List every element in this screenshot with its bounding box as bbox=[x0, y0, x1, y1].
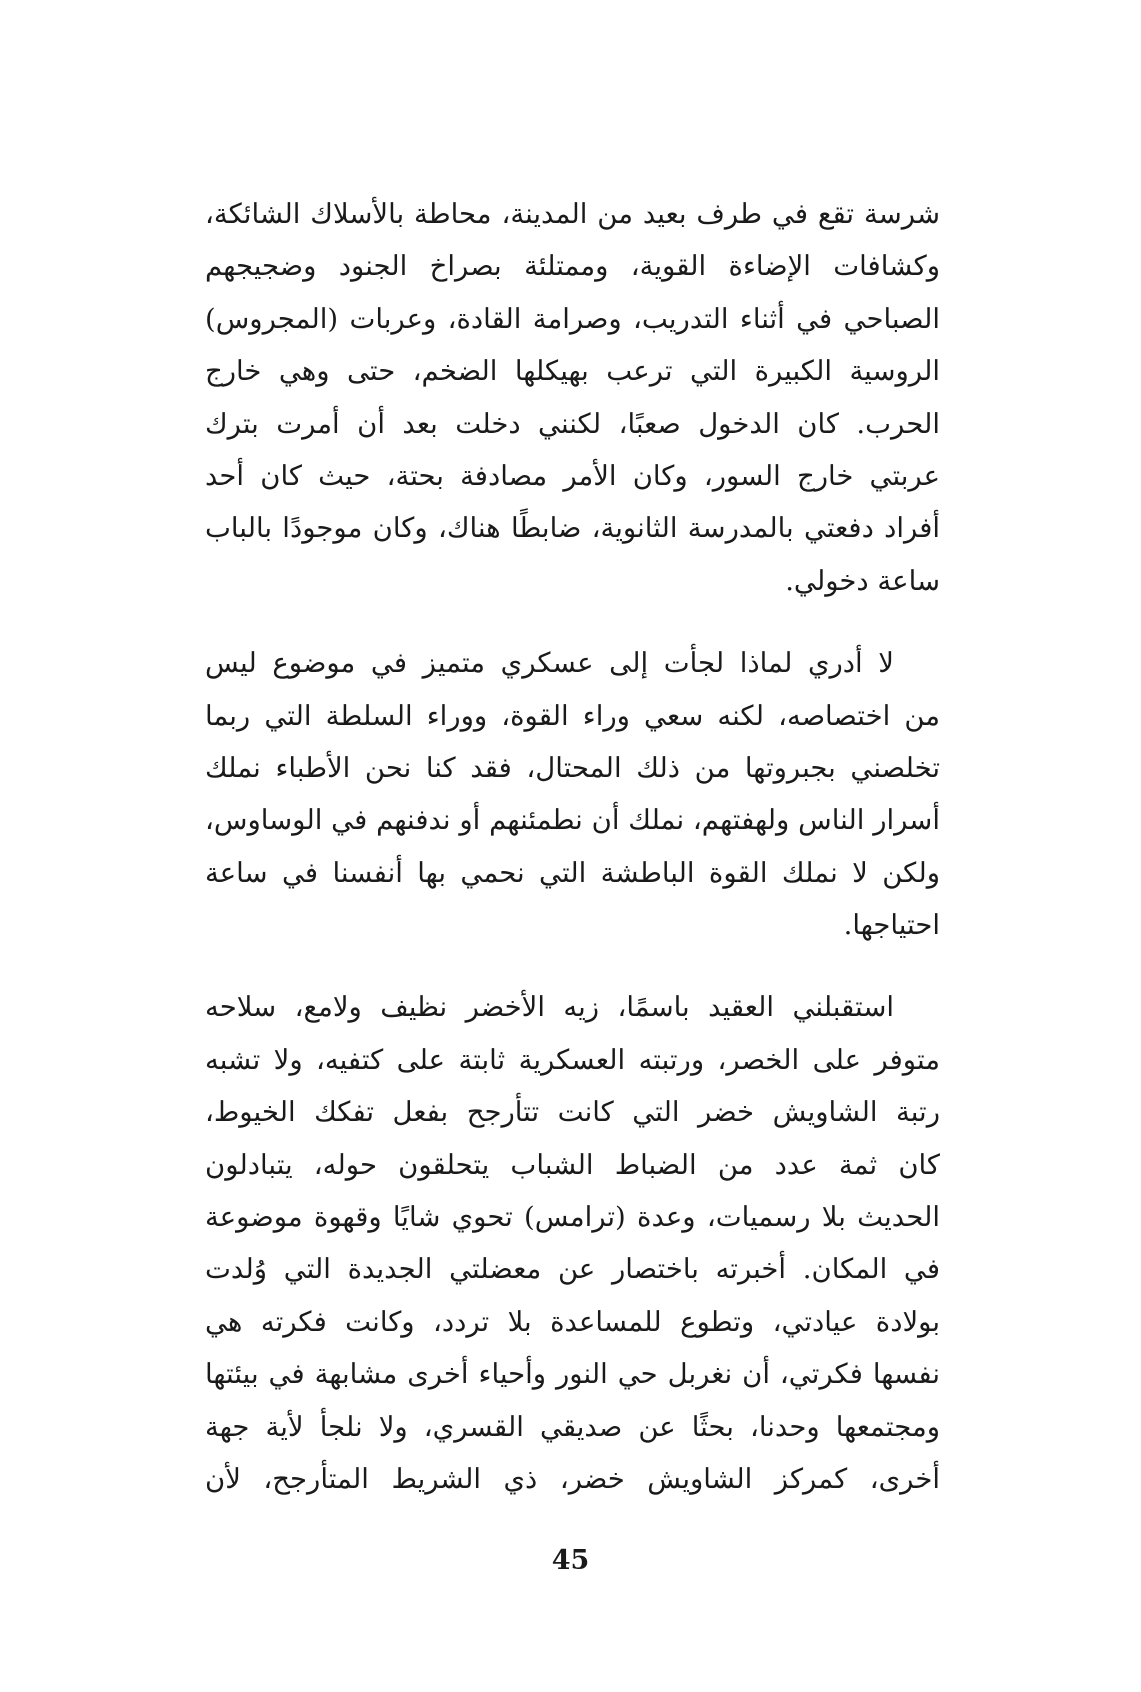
text-line: الحرب. كان الدخول صعبًا، لكنني دخلت بعد أن أمرت بترك bbox=[205, 407, 940, 440]
text-line: أفراد دفعتي بالمدرسة الثانوية، ضابطًا هناك، وكان موجودًا بالباب bbox=[205, 512, 940, 545]
text-line: ومجتمعها وحدنا، بحثًا عن صديقي القسري، ولا نلجأ لأية جهة bbox=[205, 1410, 940, 1443]
paragraph-3 bbox=[205, 981, 940, 1505]
page-number: 45 bbox=[551, 1545, 590, 1576]
text-line: ساعة دخولي. bbox=[785, 564, 940, 597]
text-line: احتياجها. bbox=[843, 909, 940, 942]
body-text bbox=[205, 188, 940, 1505]
text-line: بولادة عيادتي، وتطوع للمساعدة بلا تردد، وكانت فكرته هي bbox=[205, 1305, 940, 1338]
text-line: أسرار الناس ولهفتهم، نملك أن نطمئنهم أو ندفنهم في الوساوس، bbox=[205, 804, 940, 837]
text-line: الصباحي في أثناء التدريب، وصرامة القادة، وعربات (المجروس) bbox=[205, 302, 940, 335]
text-line: في المكان. أخبرته باختصار عن معضلتي الجديدة التي وُلدت bbox=[205, 1253, 940, 1286]
text-line: شرسة تقع في طرف بعيد من المدينة، محاطة بالأسلاك الشائكة، bbox=[205, 198, 940, 230]
text-line: استقبلني العقيد باسمًا، زيه الأخضر نظيف ولامع، سلاحه bbox=[205, 991, 894, 1024]
text-line: رتبة الشاويش خضر التي كانت تتأرجح بفعل تفكك الخيوط، bbox=[205, 1096, 940, 1129]
text-line: الروسية الكبيرة التي ترعب بهيكلها الضخم، حتى وهي خارج bbox=[205, 355, 940, 388]
text-line: تخلصني بجبروتها من ذلك المحتال، فقد كنا نحن الأطباء نملك bbox=[205, 751, 940, 784]
text-line: من اختصاصه، لكنه سعي وراء القوة، ووراء السلطة التي ربما bbox=[205, 699, 940, 732]
text-line: عربتي خارج السور، وكان الأمر مصادفة بحتة، حيث كان أحد bbox=[205, 459, 940, 492]
text-line: ولكن لا نملك القوة الباطشة التي نحمي بها أنفسنا في ساعة bbox=[205, 856, 940, 889]
paragraph-2 bbox=[205, 637, 940, 951]
text-line: كان ثمة عدد من الضباط الشباب يتحلقون حوله، يتبادلون bbox=[205, 1148, 940, 1181]
text-line: نفسها فكرتي، أن نغربل حي النور وأحياء أخرى مشابهة في بيئتها bbox=[205, 1358, 940, 1391]
text-line: لا أدري لماذا لجأت إلى عسكري متميز في موضوع ليس bbox=[205, 647, 894, 680]
text-line: وكشافات الإضاءة القوية، وممتلئة بصراخ الجنود وضجيجهم bbox=[205, 250, 940, 283]
text-line: الحديث بلا رسميات، وعدة (ترامس) تحوي شايًا وقهوة موضوعة bbox=[205, 1201, 940, 1234]
paragraph-1 bbox=[205, 188, 940, 607]
text-line: متوفر على الخصر، ورتبته العسكرية ثابتة على كتفيه، ولا تشبه bbox=[205, 1043, 940, 1076]
text-line: أخرى، كمركز الشاويش خضر، ذي الشريط المتأرجح، لأن bbox=[205, 1462, 940, 1495]
